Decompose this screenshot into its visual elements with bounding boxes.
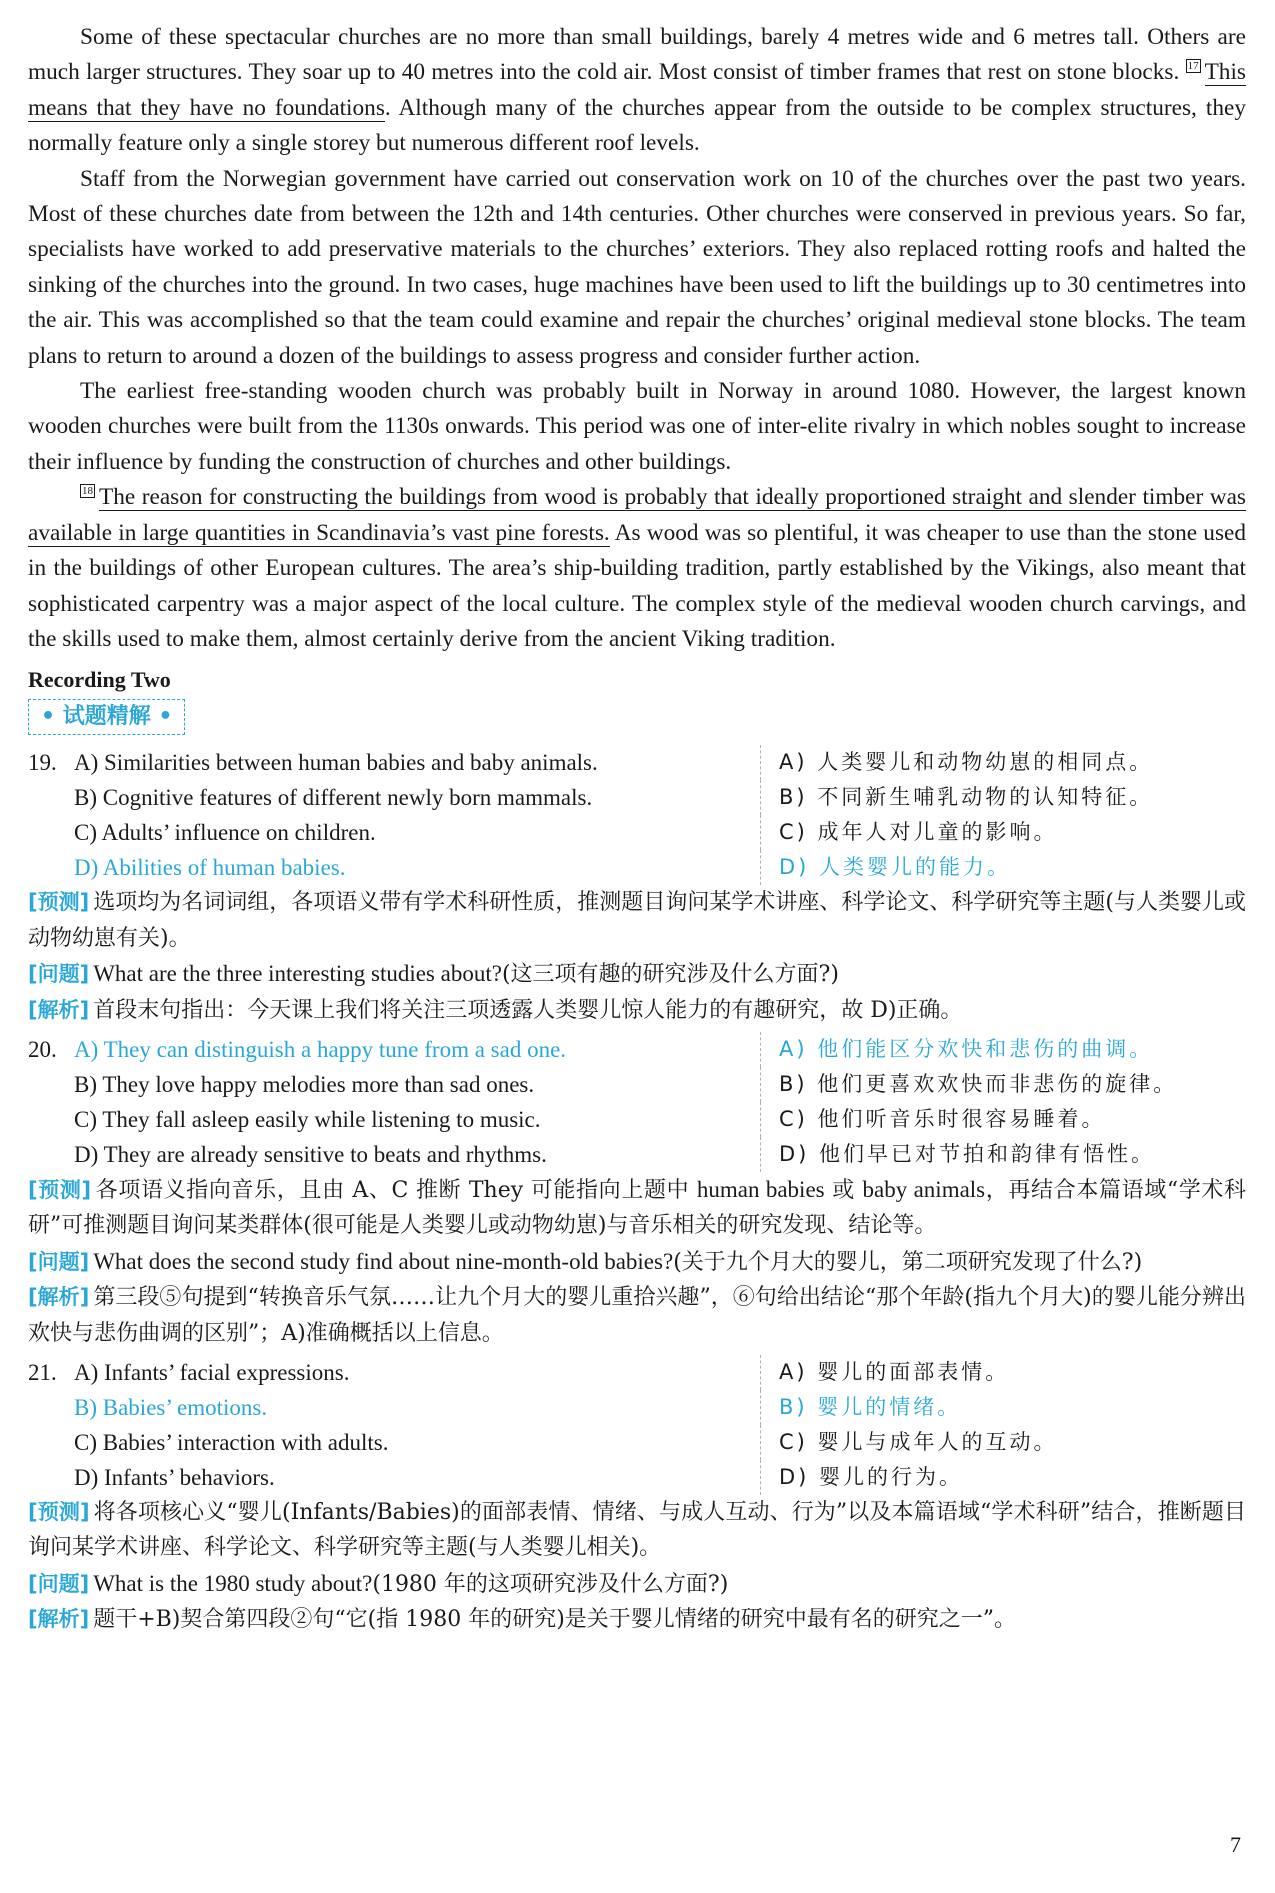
analysis-note: [解析] 第三段⑤句提到“转换音乐气氛……让九个月大的婴儿重拾兴趣”，⑥句给出结论“那个年龄(指九个月大)的婴儿能分辨出欢快与悲伤曲调的区别”；A)准确概括以上信息。 <box>28 1285 1246 1346</box>
question-number: 20. <box>28 1036 57 1062</box>
page-number: 7 <box>1230 1832 1241 1857</box>
question-number: 19. <box>28 750 57 776</box>
question-note: [问题] What does the second study find about nine-month-old babies?(关于九个月大的婴儿，第二项研究发现了什么?) <box>28 1248 1143 1275</box>
option-en: B) Babies’ emotions. <box>74 1394 268 1420</box>
predict-note: [预测] 各项语义指向音乐，且由 A、C 推断 They 可能指向上题中 human babies 或 baby animals，再结合本篇语域“学术科研”可推测题目询问某类群体(很可能是人类婴儿或动物幼崽)与音乐相关的研究发现、结论等。 <box>28 1176 1247 1239</box>
option-en: D) They are already sensitive to beats and rhythms. <box>74 1141 547 1167</box>
option-row <box>28 1425 1246 1460</box>
option-row-correct <box>28 850 1246 885</box>
underlined-sentence-18: The reason for constructing the buildings from wood is probably that ideally proportioned straight and slender timber was available in large quantities in Scandinavia’s vast pine forests. <box>28 484 1246 546</box>
option-en: D) Abilities of human babies. <box>74 855 346 881</box>
predict-label: [预测] <box>28 1177 92 1202</box>
option-en: C) Babies’ interaction with adults. <box>74 1429 389 1455</box>
analysis-note: [解析] 题干+B)契合第四段②句“它(指 1980 年的研究)是关于婴儿情绪的研究中最有名的研究之一”。 <box>28 1607 1017 1633</box>
option-zh: A) 他们能区分欢快和悲伤的曲调。 <box>760 1032 1246 1067</box>
option-en: A) Similarities between human babies and baby animals. <box>74 750 598 776</box>
option-row-correct <box>28 1032 1246 1067</box>
question-marker-17: 17 <box>1187 60 1199 73</box>
option-en: B) They love happy melodies more than sad ones. <box>74 1071 535 1097</box>
predict-note: [预测] 选项均为名词词组，各项语义带有学术科研性质，推测题目询问某学术讲座、科学论文、科学研究等主题(与人类婴儿或动物幼崽有关)。 <box>28 890 1246 951</box>
section-title: Recording Two <box>28 667 171 693</box>
option-row <box>28 745 1246 780</box>
passage-paragraph-3: The earliest free-standing wooden church was probably built in Norway in around 1080. However, the largest known wooden churches were built from the 1130s onwards. This period was one of inter-elite rivalry in which nobles sought to increase their influence by funding the construction of churches and other buildings. <box>28 378 1246 475</box>
option-en: B) Cognitive features of different newly born mammals. <box>74 785 593 811</box>
question-21 <box>28 1355 1246 1495</box>
analysis-label: [解析] <box>28 997 90 1022</box>
option-row <box>28 1067 1246 1102</box>
question-20 <box>28 1032 1246 1172</box>
option-zh: C) 婴儿与成年人的互动。 <box>760 1425 1246 1460</box>
analysis-label: [解析] <box>28 1285 90 1310</box>
analysis-note: [解析] 首段末句指出：今天课上我们将关注三项透露人类婴儿惊人能力的有趣研究，故 D)正确。 <box>28 997 963 1023</box>
option-zh: C) 成年人对儿童的影响。 <box>760 815 1246 850</box>
question-label: [问题] <box>28 1571 90 1596</box>
option-en: C) Adults’ influence on children. <box>74 820 376 846</box>
question-number: 21. <box>28 1359 57 1385</box>
passage-paragraph-4: 18 The reason for constructing the buildings from wood is probably that ideally proportioned straight and slender timber was available in large quantities in Scandinavia’s vast pine forests. As wood was so plentiful, it was cheaper to use than the stone used in the buildings of other European cultures. The area’s ship-building tradition, partly established by the Vikings, also meant that sophisticated carpentry was a major aspect of the local culture. The complex style of the medieval wooden church carvings, and the skills used to make them, almost certainly derive from the ancient Viking tradition. <box>28 484 1246 652</box>
option-en: C) They fall asleep easily while listening to music. <box>74 1106 541 1132</box>
analysis-label: [解析] <box>28 1607 90 1632</box>
underlined-sentence-17: This means that they have no foundations <box>28 59 1246 121</box>
question-label: [问题] <box>28 962 90 987</box>
question-label: [问题] <box>28 1249 90 1274</box>
option-row <box>28 1355 1246 1390</box>
option-row <box>28 815 1246 850</box>
option-zh: B) 不同新生哺乳动物的认知特征。 <box>760 780 1246 815</box>
section-tag: • 试题精解 • <box>28 699 185 735</box>
option-zh: B) 他们更喜欢欢快而非悲伤的旋律。 <box>760 1067 1246 1102</box>
option-row <box>28 1460 1246 1495</box>
option-zh: D) 他们早已对节拍和韵律有悟性。 <box>760 1137 1246 1172</box>
question-marker-18: 18 <box>82 485 93 498</box>
option-zh: D) 婴儿的行为。 <box>760 1460 1246 1495</box>
question-19 <box>28 745 1246 885</box>
page-content <box>28 20 1246 1638</box>
option-en: A) Infants’ facial expressions. <box>74 1359 350 1385</box>
passage-paragraph-2: Staff from the Norwegian government have carried out conservation work on 10 of the churches over the past two years. Most of these churches date from between the 12th and 14th centuries. Other churches were conserved in previous years. So far, specialists have worked to add preservative materials to the churches’ exteriors. They also replaced rotting roofs and halted the sinking of the churches into the ground. In two cases, huge machines have been used to lift the buildings up to 30 centimetres into the air. This was accomplished so that the team could examine and repair the churches’ original medieval stone blocks. The team plans to return to around a dozen of the buildings to assess progress and consider further action. <box>28 165 1246 369</box>
option-en: D) Infants’ behaviors. <box>74 1464 275 1490</box>
question-note: [问题] What are the three interesting studies about?(这三项有趣的研究涉及什么方面?) <box>28 961 839 988</box>
option-zh: C) 他们听音乐时很容易睡着。 <box>760 1102 1246 1137</box>
predict-note: [预测] 将各项核心义“婴儿(Infants/Babies)的面部表情、情绪、与成人互动、行为”以及本篇语域“学术科研”结合，推断题目询问某学术讲座、科学论文、科学研究等主题(与人类婴儿相关)。 <box>28 1499 1246 1561</box>
option-en: A) They can distinguish a happy tune from a sad one. <box>74 1036 567 1062</box>
option-row-correct <box>28 1390 1246 1425</box>
option-row <box>28 780 1246 815</box>
option-zh: A) 婴儿的面部表情。 <box>760 1355 1246 1390</box>
option-zh: A) 人类婴儿和动物幼崽的相同点。 <box>760 745 1246 780</box>
option-zh: D) 人类婴儿的能力。 <box>760 850 1246 885</box>
question-note: [问题] What is the 1980 study about?(1980 年的这项研究涉及什么方面?) <box>28 1570 729 1597</box>
predict-label: [预测] <box>28 1499 90 1524</box>
option-row <box>28 1102 1246 1137</box>
option-row <box>28 1137 1246 1172</box>
option-zh: B) 婴儿的情绪。 <box>760 1390 1246 1425</box>
passage-paragraph-1: Some of these spectacular churches are no more than small buildings, barely 4 metres wide and 6 metres tall. Others are much larger structures. They soar up to 40 metres into the cold air. Most consist of timber frames that rest on stone blocks. 17 This means that they have no foundations. Although many of the churches appear from the outside to be complex structures, they normally feature only a single storey but numerous different roof levels. <box>28 24 1246 157</box>
predict-label: [预测] <box>28 890 90 915</box>
